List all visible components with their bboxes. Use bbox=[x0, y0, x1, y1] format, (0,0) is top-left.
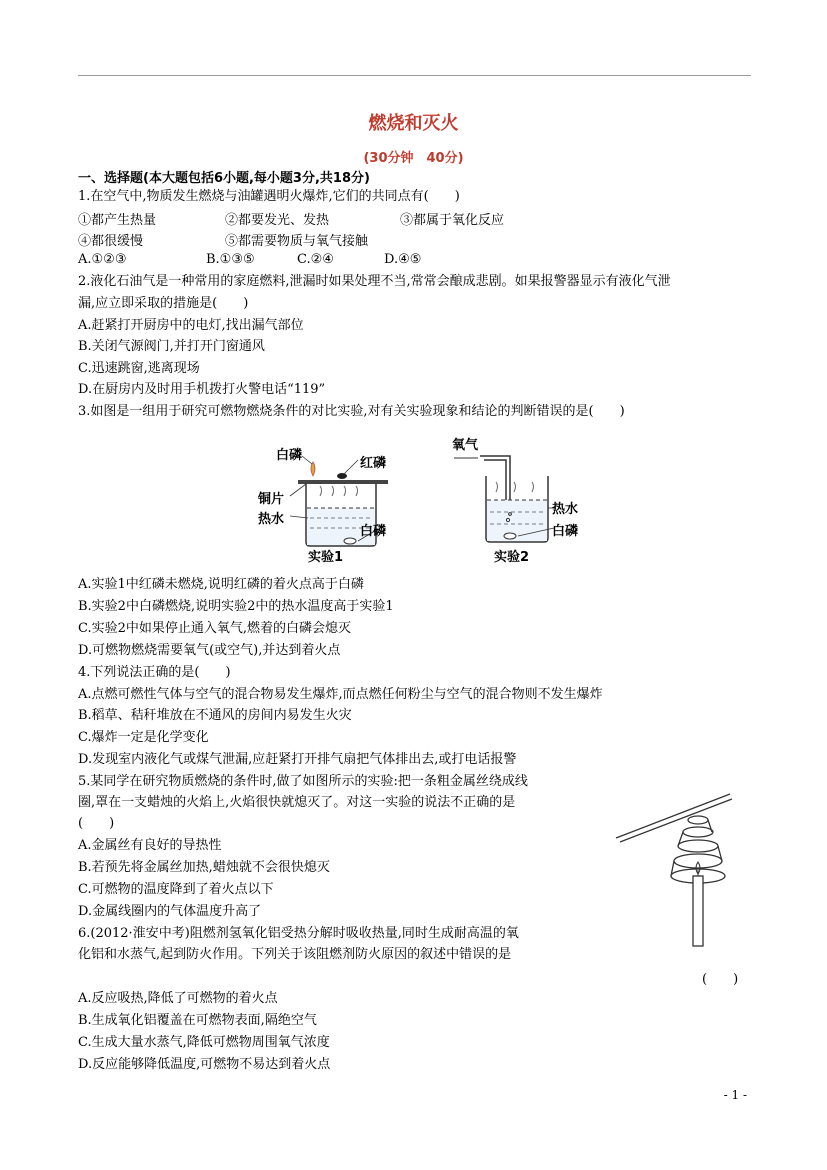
q1-choice-d: D.④⑤ bbox=[384, 252, 422, 267]
fig2-label-white-p: 白磷 bbox=[552, 524, 579, 539]
q5-choice-d: D.金属线圈内的气体温度升高了 bbox=[78, 904, 262, 919]
experiment2-figure bbox=[448, 432, 588, 566]
q5-choice-b: B.若预先将金属丝加热,蜡烛就不会很快熄灭 bbox=[78, 860, 330, 875]
q2-stem-line2: 漏,应立即采取的措施是( ) bbox=[78, 296, 249, 311]
fig1-label-copper: 铜片 bbox=[258, 492, 285, 507]
q4-choice-c: C.爆炸一定是化学变化 bbox=[78, 730, 209, 745]
q3-choice-b: B.实验2中白磷燃烧,说明实验2中的热水温度高于实验1 bbox=[78, 599, 394, 614]
q5-stem-line3: ( ) bbox=[78, 816, 115, 831]
q6-choice-c: C.生成大量水蒸气,降低可燃物周围氧气浓度 bbox=[78, 1035, 330, 1050]
q1-choice-a: A.①②③ bbox=[78, 252, 127, 267]
q4-choice-d: D.发现室内液化气或煤气泄漏,应赶紧打开排气扇把气体排出去,或打电话报警 bbox=[78, 752, 517, 767]
page-subtitle: (30分钟 40分) bbox=[363, 151, 464, 166]
white-phosphorus-underwater bbox=[344, 538, 356, 544]
q3-choice-a: A.实验1中红磷未燃烧,说明红磷的着火点高于白磷 bbox=[78, 577, 364, 592]
copper-plate bbox=[298, 480, 388, 484]
q4-choice-b: B.稻草、秸秆堆放在不通风的房间内易发生火灾 bbox=[78, 708, 352, 723]
q6-stem-line2: 化铝和水蒸气,起到防火作用。下列关于该阻燃剂防火原因的叙述中错误的是 bbox=[78, 947, 512, 962]
q6-answer-bracket: ( ) bbox=[702, 972, 739, 987]
q2-choice-a: A.赶紧打开厨房中的电灯,找出漏气部位 bbox=[78, 318, 304, 333]
page-number: - 1 - bbox=[723, 1088, 747, 1102]
coil-candle-figure bbox=[612, 790, 752, 960]
white-phosphorus-2 bbox=[504, 533, 516, 539]
fig1-label-white-p2: 白磷 bbox=[360, 524, 387, 539]
water-2 bbox=[487, 500, 547, 541]
q5-choice-a: A.金属丝有良好的导热性 bbox=[78, 838, 222, 853]
q1-item-3: ③都属于氧化反应 bbox=[400, 213, 505, 228]
experiment1-figure bbox=[250, 438, 400, 566]
fig2-caption: 实验2 bbox=[494, 550, 530, 565]
q3-choice-c: C.实验2中如果停止通入氧气,燃着的白磷会熄灭 bbox=[78, 621, 352, 636]
header-rule bbox=[78, 75, 751, 76]
q3-stem: 3.如图是一组用于研究可燃物燃烧条件的对比实验,对有关实验现象和结论的判断错误的是( ) bbox=[78, 404, 625, 419]
q4-stem: 4.下列说法正确的是( ) bbox=[78, 665, 231, 680]
q1-item-2: ②都要发光、发热 bbox=[225, 213, 330, 228]
q6-choice-a: A.反应吸热,降低了可燃物的着火点 bbox=[78, 991, 278, 1006]
q5-stem-line2: 圈,罩在一支蜡烛的火焰上,火焰很快就熄灭了。对这一实验的说法不正确的是 bbox=[78, 795, 516, 810]
red-phosphorus bbox=[337, 473, 347, 479]
q6-choice-b: B.生成氧化铝覆盖在可燃物表面,隔绝空气 bbox=[78, 1013, 317, 1028]
q2-choice-b: B.关闭气源阀门,并打开门窗通风 bbox=[78, 339, 265, 354]
q5-stem-line1: 5.某同学在研究物质燃烧的条件时,做了如图所示的实验:把一条粗金属丝绕成线 bbox=[78, 774, 528, 789]
q3-choice-d: D.可燃物燃烧需要氧气(或空气),并达到着火点 bbox=[78, 643, 341, 658]
q1-stem: 1.在空气中,物质发生燃烧与油罐遇明火爆炸,它们的共同点有( ) bbox=[78, 189, 460, 204]
q1-item-4: ④都很缓慢 bbox=[78, 234, 144, 249]
fig1-label-red-p: 红磷 bbox=[360, 456, 387, 471]
q4-choice-a: A.点燃可燃性气体与空气的混合物易发生爆炸,而点燃任何粉尘与空气的混合物则不发生爆炸 bbox=[78, 687, 603, 702]
fig1-caption: 实验1 bbox=[308, 550, 344, 565]
q1-item-1: ①都产生热量 bbox=[78, 213, 157, 228]
section-heading: 一、选择题(本大题包括6小题,每小题3分,共18分) bbox=[78, 171, 370, 186]
coil-candle-diagram bbox=[612, 790, 752, 960]
q5-choice-c: C.可燃物的温度降到了着火点以下 bbox=[78, 882, 274, 897]
q2-stem-line1: 2.液化石油气是一种常用的家庭燃料,泄漏时如果处理不当,常常会酿成悲剧。如果报警器显示有液化气泄 bbox=[78, 274, 671, 289]
candle bbox=[693, 876, 703, 946]
fig1-label-white-p: 白磷 bbox=[276, 448, 303, 463]
fig2-label-hot-water: 热水 bbox=[552, 502, 579, 517]
fig2-label-oxygen: 氧气 bbox=[452, 438, 479, 453]
q2-choice-d: D.在厨房内及时用手机拨打火警电话“119” bbox=[78, 382, 326, 397]
q6-stem-line1: 6.(2012·淮安中考)阻燃剂氢氧化铝受热分解时吸收热量,同时生成耐高温的氧 bbox=[78, 926, 519, 941]
q2-choice-c: C.迅速跳窗,逃离现场 bbox=[78, 361, 200, 376]
fig1-label-hot-water: 热水 bbox=[258, 512, 285, 527]
page-title: 燃烧和灭火 bbox=[368, 113, 459, 134]
q1-choice-b: B.①③⑤ bbox=[206, 252, 255, 267]
q6-choice-d: D.反应能够降低温度,可燃物不易达到着火点 bbox=[78, 1057, 331, 1072]
q1-choice-c: C.②④ bbox=[297, 252, 334, 267]
q1-item-5: ⑤都需要物质与氧气接触 bbox=[225, 234, 369, 249]
